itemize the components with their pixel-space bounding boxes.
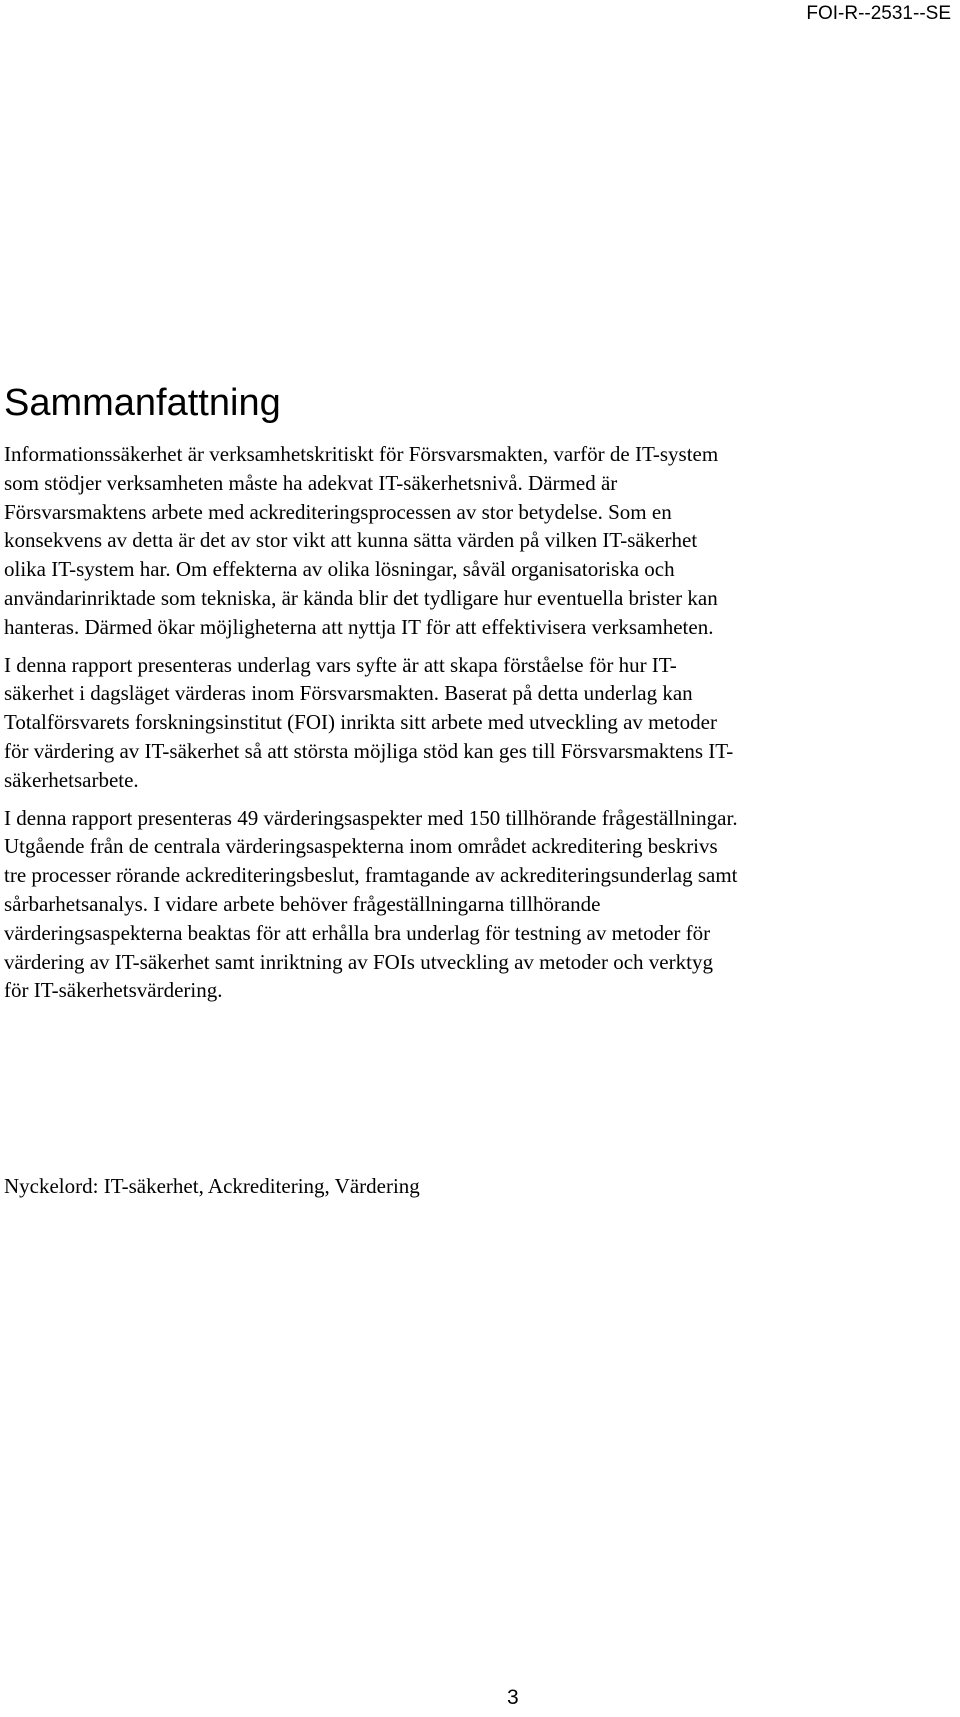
text-line: olika IT-system har. Om effekterna av olika lösningar, såväl organisatoriska och [4,557,675,582]
text-line: användarinriktade som tekniska, är kända blir det tydligare hur eventuella brister kan [4,585,718,610]
text-line: Utgående från de centrala värderingsaspekterna inom området ackreditering beskrivs [4,834,718,859]
text-line: tre processer rörande ackrediteringsbeslut, framtagande av ackrediteringsunderlag samt [4,863,738,888]
summary-paragraph-2 [4,651,856,795]
page-title: Sammanfattning [4,382,281,424]
page-number: 3 [507,1686,519,1709]
text-line: Informationssäkerhet är verksamhetskritiskt för Försvarsmakten, varför de IT-system [4,442,719,466]
text-line: I denna rapport presenteras underlag vars syfte är att skapa förståelse för hur IT- [4,652,677,677]
text-line: värdering av IT-säkerhet samt inriktning av FOIs utveckling av metoder och verktyg [4,949,713,974]
summary-paragraph-1 [4,440,856,642]
text-line: säkerhet i dagsläget värderas inom Försvarsmakten. Baserat på detta underlag kan [4,681,693,706]
text-line: hanteras. Därmed ökar möjligheterna att nyttja IT för att effektivisera verksamheten. [4,614,714,639]
text-line: säkerhetsarbete. [4,767,139,792]
report-id: FOI-R--2531--SE [806,3,951,24]
text-line: som stödjer verksamheten måste ha adekvat IT-säkerhetsnivå. Därmed är [4,470,618,495]
summary-body [4,440,856,1014]
keywords: Nyckelord: IT-säkerhet, Ackreditering, Värdering [4,1174,420,1198]
text-line: Totalförsvarets forskningsinstitut (FOI) inrikta sitt arbete med utveckling av metoder [4,710,717,735]
text-line: värderingsaspekterna beaktas för att erhålla bra underlag för testning av metoder för [4,920,711,945]
summary-paragraph-3 [4,804,856,1006]
text-line: för värdering av IT-säkerhet så att största möjliga stöd kan ges till Försvarsmaktens IT- [4,738,734,763]
text-line: Försvarsmaktens arbete med ackrediteringsprocessen av stor betydelse. Som en [4,499,672,524]
text-line: konsekvens av detta är det av stor vikt att kunna sätta värden på vilken IT-säkerhet [4,528,698,553]
text-line: sårbarhetsanalys. I vidare arbete behöver frågeställningarna tillhörande [4,891,601,916]
text-line: för IT-säkerhetsvärdering. [4,978,223,1003]
text-line: I denna rapport presenteras 49 värderingsaspekter med 150 tillhörande frågeställningar. [4,805,738,830]
